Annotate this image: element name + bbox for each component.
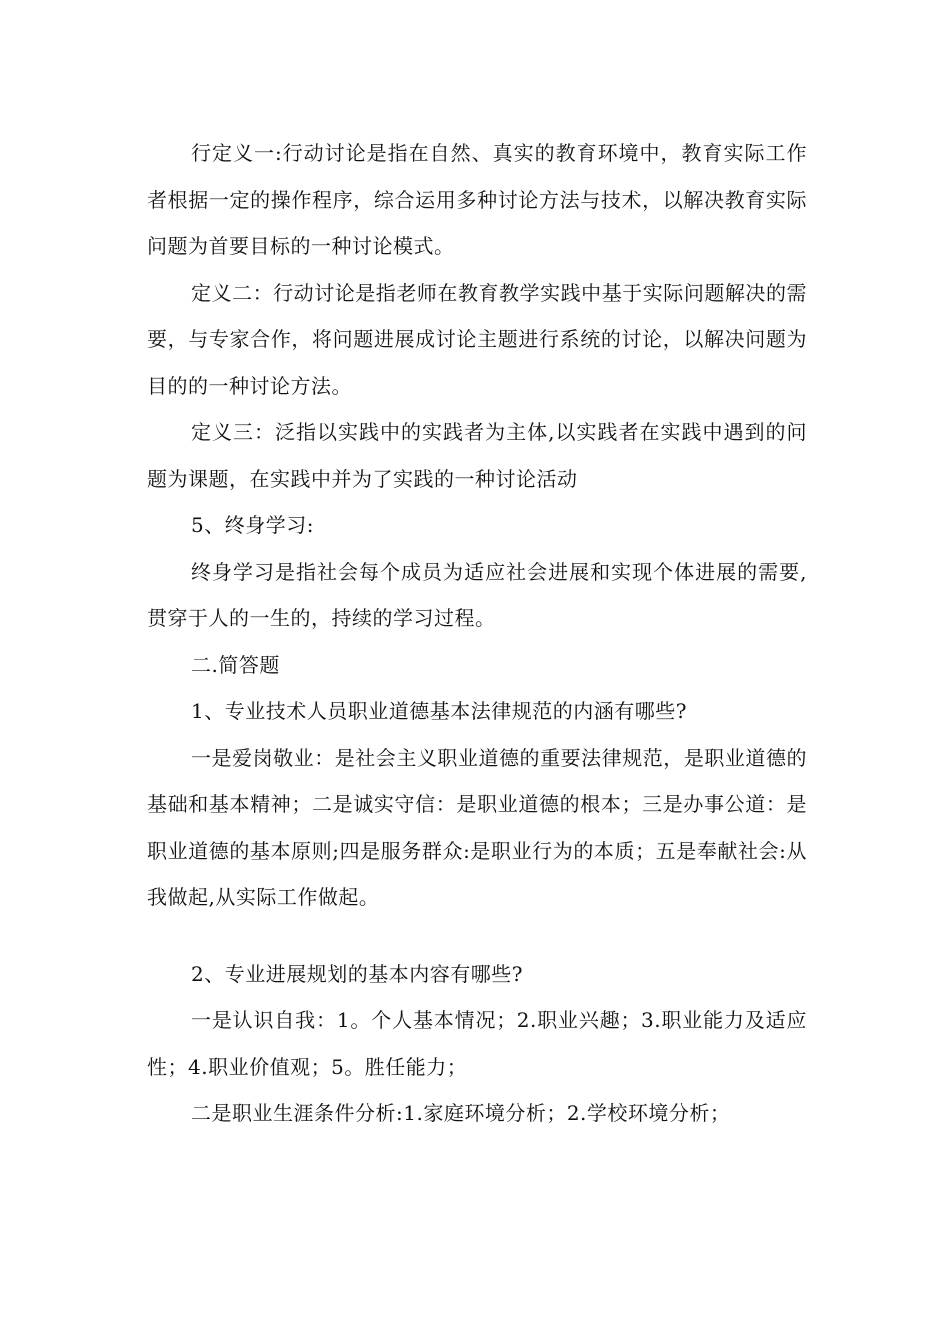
paragraph-definition-three: 定义三：泛指以实践中的实践者为主体,以实践者在实践中遇到的问题为课题，在实践中并为了实践的一种讨论活动 — [147, 420, 807, 491]
paragraph-definition-one: 行定义一:行动讨论是指在自然、真实的教育环境中，教育实际工作者根据一定的操作程序，综合运用多种讨论方法与技术，以解决教育实际问题为首要目标的一种讨论模式。 — [147, 141, 807, 258]
heading-lifelong-learning: 5、终身学习: — [191, 513, 314, 537]
paragraph-definition-two: 定义二：行动讨论是指老师在教育教学实践中基于实际问题解决的需要，与专家合作，将问题进展成讨论主题进行系统的讨论，以解决问题为目的的一种讨论方法。 — [147, 280, 807, 398]
blank-line — [147, 921, 807, 951]
heading-short-answer: 二.简答题 — [191, 652, 280, 677]
paragraph-lifelong-learning: 终身学习是指社会每个成员为适应社会进展和实现个体进展的需要,贯穿于人的一生的，持续的学习过程。 — [147, 559, 807, 630]
answer-one: 一是爱岗敬业：是社会主义职业道德的重要法律规范，是职业道德的基础和基本精神；二是诚实守信：是职业道德的根本；三是办事公道：是职业道德的基本原则;四是服务群众:是职业行为的本质；五是奉献社会:从我做起,从实际工作做起。 — [147, 745, 807, 909]
answer-two-part-two: 二是职业生涯条件分析:1.家庭环境分析；2.学校环境分析； — [191, 1101, 731, 1125]
answer-two-part-one: 一是认识自我：1。个人基本情况；2.职业兴趣；3.职业能力及适应性；4.职业价值观；5。胜任能力； — [147, 1008, 807, 1079]
question-one: 1、专业技术人员职业道德基本法律规范的内涵有哪些? — [191, 699, 687, 723]
question-two: 2、专业进展规划的基本内容有哪些? — [191, 961, 523, 986]
document-body — [147, 130, 807, 1137]
